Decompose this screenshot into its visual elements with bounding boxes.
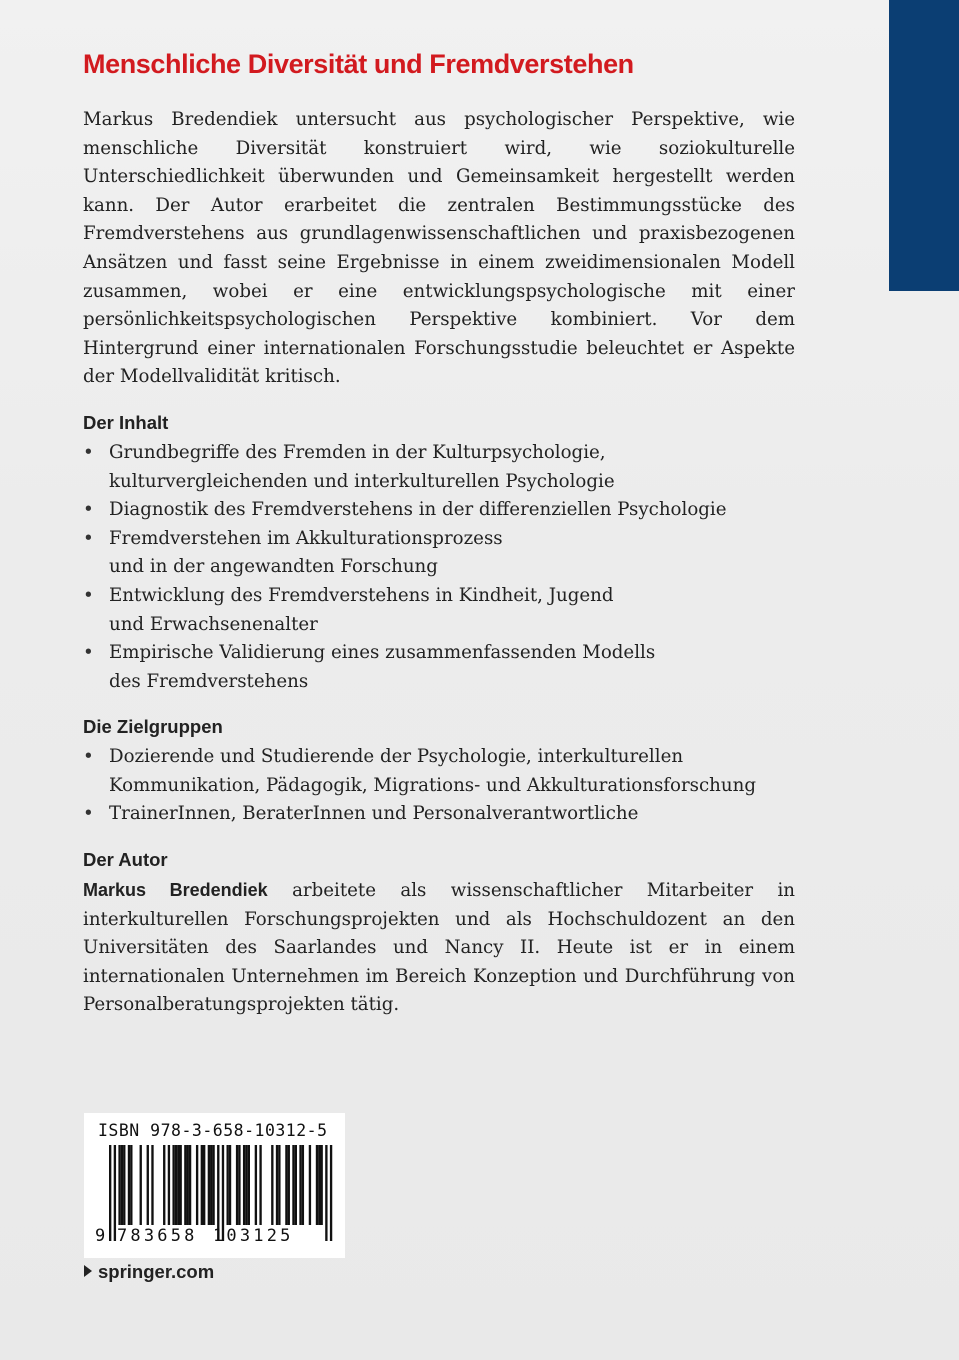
barcode-bar bbox=[229, 1145, 231, 1225]
barcode-bar bbox=[302, 1145, 304, 1225]
intro-paragraph: Markus Bredendiek untersucht aus psychologischer Perspektive, wie menschliche Diversität konstruiert wird, wie soziokulturelle Unterschiedlichkeit überwunden und Gemeinsamkeit hergestellt werden kann. Der Autor erarbeitet die zentralen Bestimmungsstücke des Fremdverstehens aus grundlagenwissenschaftlichen und praxisbezogenen Ansätzen und fasst seine Ergebnisse in einem zweidimensionalen Modell zusammen, wobei er eine entwicklungspsychologische mit einer persönlichkeitspsychologischen Perspektive kombiniert. Vor dem Hintergrund einer internationalen Forschungsstudie beleuchtet er Aspekte der Modellvalidität kritisch. bbox=[83, 109, 795, 388]
barcode-bar bbox=[276, 1145, 278, 1225]
contents-item bbox=[83, 525, 808, 582]
barcode-bar bbox=[243, 1145, 245, 1225]
contents-item-line: • Fremdverstehen im Akkulturationsprozess bbox=[109, 527, 503, 549]
barcode-bar bbox=[128, 1145, 130, 1225]
contents-item-line: des Fremdverstehens bbox=[109, 670, 309, 692]
barcode-bar bbox=[271, 1145, 273, 1225]
contents-item-line: • Grundbegriffe des Fremden in der Kulturpsychologie, bbox=[109, 441, 606, 463]
audience-item-line: • Dozierende und Studierende der Psychologie, interkulturellen bbox=[109, 746, 684, 768]
barcode-bar bbox=[184, 1145, 186, 1225]
isbn-label: ISBN 978-3-658-10312-5 bbox=[98, 1121, 328, 1140]
barcode-bar bbox=[248, 1145, 250, 1225]
author-paragraph bbox=[83, 876, 795, 1020]
author-bio: arbeitete als wissenschaftlicher Mitarbeiter in interkulturellen Forschungsprojekten und als Hochschuldozent an den Universitäten des Saarlandes und Nancy II. Heute ist er in einem internationalen Unternehmen im Bereich Konzeption und Durchführung von Personalberatungsprojekten tätig. bbox=[83, 880, 796, 1016]
barcode-bar bbox=[168, 1145, 170, 1225]
barcode-bar bbox=[292, 1145, 294, 1225]
contents-list bbox=[83, 439, 808, 696]
audience-item-line: • TrainerInnen, BeraterInnen und Personalverantwortliche bbox=[109, 803, 639, 825]
author-name: Markus Bredendiek bbox=[83, 880, 268, 901]
barcode-bar bbox=[175, 1145, 177, 1225]
audience-list bbox=[83, 743, 808, 829]
barcode-bar bbox=[203, 1145, 205, 1225]
barcode-bar bbox=[278, 1145, 280, 1225]
back-cover-content bbox=[83, 44, 808, 1020]
barcode-bar bbox=[236, 1145, 238, 1225]
barcode-bar bbox=[316, 1145, 318, 1225]
barcode-bar bbox=[288, 1145, 290, 1225]
contents-item bbox=[83, 496, 808, 525]
barcode-bar bbox=[238, 1145, 240, 1225]
contents-item-line: und Erwachsenenalter bbox=[109, 613, 318, 635]
barcode-bar bbox=[295, 1145, 297, 1225]
barcode-bar bbox=[130, 1145, 132, 1225]
publisher-link[interactable] bbox=[84, 1261, 214, 1283]
contents-item-line: • Entwicklung des Fremdverstehens in Kindheit, Jugend bbox=[109, 584, 614, 606]
barcode-bar bbox=[285, 1145, 287, 1225]
barcode-bar bbox=[163, 1145, 165, 1225]
barcode-bar bbox=[259, 1145, 261, 1225]
barcode-bar bbox=[121, 1145, 123, 1225]
contents-item-line: und in der angewandten Forschung bbox=[109, 556, 438, 578]
contents-item bbox=[83, 582, 808, 639]
barcode-bar bbox=[114, 1145, 116, 1241]
contents-item bbox=[83, 639, 808, 696]
barcode-bar bbox=[177, 1145, 179, 1225]
barcode-bar bbox=[299, 1145, 301, 1225]
barcode-bar bbox=[227, 1145, 229, 1225]
audience-item bbox=[83, 743, 808, 800]
barcode-bar bbox=[151, 1145, 153, 1225]
barcode-right-digits: 103125 bbox=[213, 1226, 294, 1246]
contents-item bbox=[83, 439, 808, 496]
barcode-bar bbox=[109, 1145, 111, 1241]
contents-item-line: • Empirische Validierung eines zusammenfassenden Modells bbox=[109, 642, 656, 664]
barcode-bar bbox=[172, 1145, 174, 1225]
contents-item-line: kulturvergleichenden und interkulturellen Psychologie bbox=[109, 470, 615, 492]
barcode-bar bbox=[123, 1145, 125, 1225]
barcode-bar bbox=[118, 1145, 120, 1225]
barcode-bar bbox=[321, 1145, 323, 1225]
author-heading: Der Autor bbox=[83, 849, 168, 871]
arrow-right-icon bbox=[84, 1265, 92, 1277]
audience-heading: Die Zielgruppen bbox=[83, 716, 223, 738]
contents-heading: Der Inhalt bbox=[83, 411, 169, 433]
barcode-bar bbox=[212, 1145, 214, 1225]
barcode-bar bbox=[140, 1145, 142, 1225]
isbn-barcode bbox=[84, 1113, 345, 1258]
barcode-bar bbox=[208, 1145, 210, 1225]
barcode-bar bbox=[201, 1145, 203, 1225]
barcode-bar bbox=[187, 1145, 189, 1225]
barcode-bar bbox=[330, 1145, 332, 1241]
audience-item bbox=[83, 800, 808, 829]
barcode-bar bbox=[210, 1145, 212, 1225]
barcode-bar bbox=[180, 1145, 182, 1225]
barcode-bar bbox=[147, 1145, 149, 1225]
barcode-bar bbox=[309, 1145, 311, 1225]
barcode-bar bbox=[325, 1145, 327, 1241]
barcode-bar bbox=[255, 1145, 257, 1225]
publisher-url: springer.com bbox=[98, 1261, 215, 1282]
side-color-band bbox=[889, 0, 959, 291]
audience-item-line: Kommunikation, Pädagogik, Migrations- und Akkulturationsforschung bbox=[109, 774, 756, 796]
barcode-left-digits: 783658 bbox=[117, 1226, 198, 1246]
barcode-first-digit: 9 bbox=[95, 1226, 106, 1246]
contents-item-line: • Diagnostik des Fremdverstehens in der differenziellen Psychologie bbox=[109, 499, 727, 521]
barcode-bar bbox=[196, 1145, 198, 1225]
barcode-bar bbox=[189, 1145, 191, 1225]
barcode-bar bbox=[245, 1145, 247, 1225]
barcode-bar bbox=[318, 1145, 320, 1225]
book-title: Menschliche Diversität und Fremdverstehen bbox=[83, 49, 634, 79]
